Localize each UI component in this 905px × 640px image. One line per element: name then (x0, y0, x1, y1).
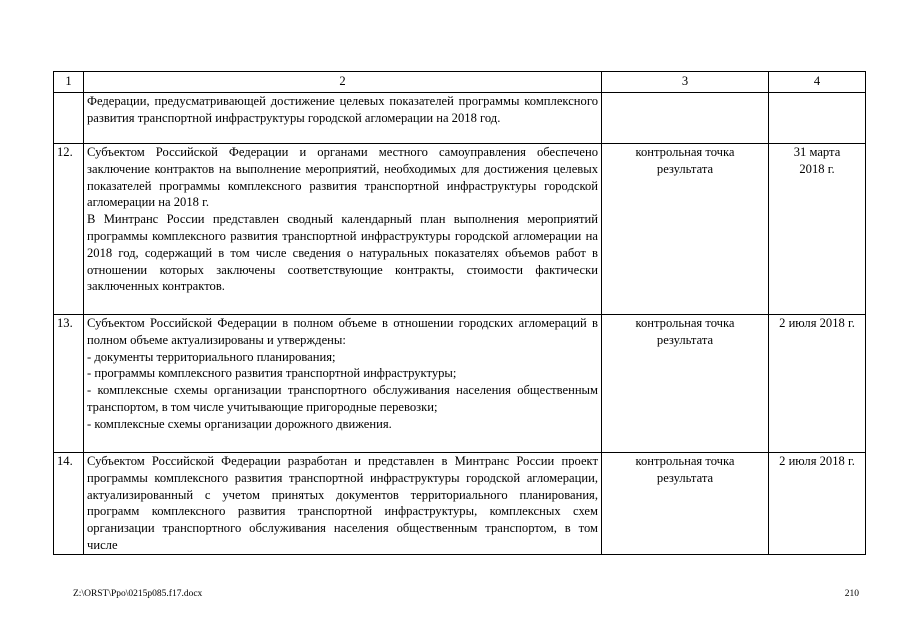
table-row (54, 453, 866, 555)
event-date-cell (769, 315, 866, 453)
footer-page-number: 210 (844, 589, 859, 599)
event-date-cell (769, 453, 866, 555)
event-description-cell (84, 315, 602, 453)
event-list-item: - документы территориального планирования; (87, 349, 336, 364)
event-description-cell (84, 453, 602, 555)
event-type-text: контрольная точка результата (635, 454, 735, 485)
event-date-text: 2 июля 2018 г. (779, 454, 855, 468)
event-type-text: контрольная точка результата (635, 145, 735, 176)
event-description-cell (84, 93, 602, 144)
event-date-text: 31 марта 2018 г. (793, 145, 841, 176)
table-header-row (54, 72, 866, 93)
header-col-3: 3 (602, 72, 769, 93)
event-description-cell (84, 144, 602, 315)
event-type-text: контрольная точка результата (635, 316, 735, 347)
row-number-cell: 14. (54, 453, 84, 555)
event-date-text: 2 июля 2018 г. (779, 316, 855, 330)
footer-file-path: Z:\ORST\Ppo\0215p085.f17.docx (73, 589, 203, 599)
event-date-cell (769, 93, 866, 144)
event-list-item: - комплексные схемы организации транспортного обслуживания населения общественным транспортом, в том числе учитывающие пригородные перевозки; (87, 383, 598, 414)
event-text: В Минтранс России представлен сводный календарный план выполнения мероприятий программы комплексного развития транспортной инфраструктуры городской агломерации на 2018 год, содержащий в том числе сведения о натуральных показателях объемов работ в отношении которых заключены соответствующие контракты, стоимости фактически заключенных контрактов. (87, 212, 598, 294)
event-text: Субъектом Российской Федерации и органами местного самоуправления обеспечено заключение контрактов на выполнение мероприятий, необходимых для достижения целевых показателей программы комплексного развития транспортной инфраструктуры городской агломерации на 2018 г. (87, 145, 598, 210)
event-type-cell (602, 144, 769, 315)
row-number-cell: 12. (54, 144, 84, 315)
event-text: Субъектом Российской Федерации разработан и представлен в Минтранс России проект программы комплексного развития транспортной инфраструктуры городской агломерации, актуализированный с учетом принятых документов территориального планирования, программ комплексного развития транспортной инфраструктуры, комплексных схем организации транспортного обслуживания населения общественным транспортом, в том числе (87, 454, 598, 552)
table-row (54, 144, 866, 315)
event-type-cell (602, 93, 769, 144)
event-type-cell (602, 315, 769, 453)
event-type-cell (602, 453, 769, 555)
measures-table (53, 71, 866, 555)
header-col-4: 4 (769, 72, 866, 93)
row-number-cell: 13. (54, 315, 84, 453)
header-col-2: 2 (84, 72, 602, 93)
event-list-item: - программы комплексного развития транспортной инфраструктуры; (87, 366, 457, 381)
table-row (54, 315, 866, 453)
event-text: Субъектом Российской Федерации в полном объеме в отношении городских агломераций в полном объеме актуализированы и утверждены: (87, 316, 598, 347)
event-list-item: - комплексные схемы организации дорожного движения. (87, 416, 392, 431)
event-text: Федерации, предусматривающей достижение целевых показателей программы комплексного развития транспортной инфраструктуры городской агломерации на 2018 год. (87, 94, 598, 125)
event-date-cell (769, 144, 866, 315)
row-number-cell (54, 93, 84, 144)
table-row-continuation (54, 93, 866, 144)
header-col-1: 1 (54, 72, 84, 93)
